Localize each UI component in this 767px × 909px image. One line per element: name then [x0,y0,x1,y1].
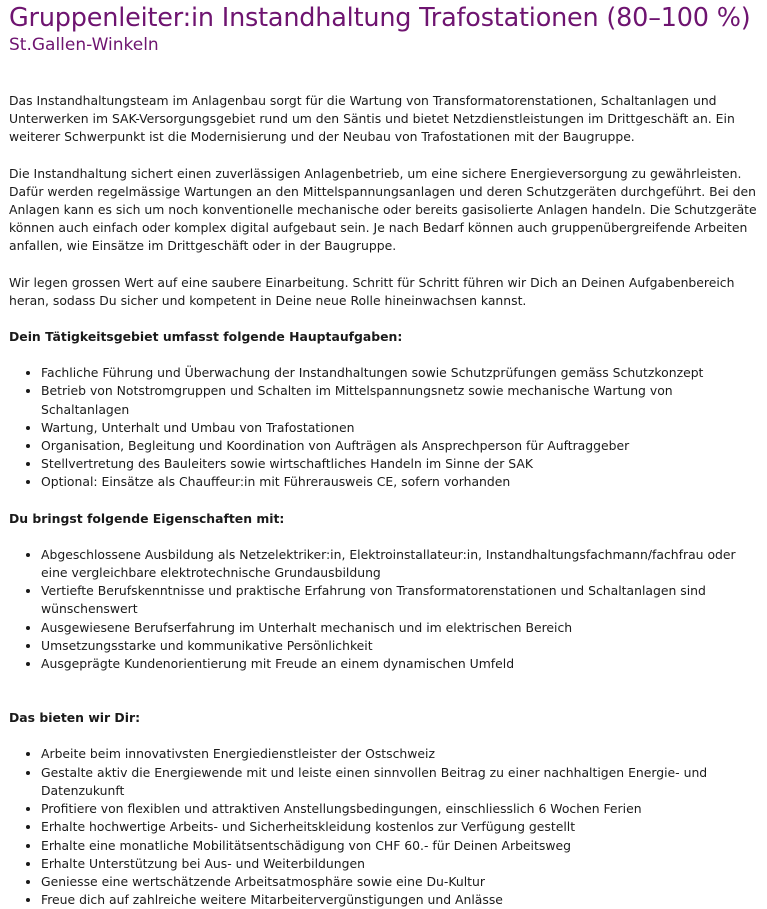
list-item: • Ausgewiesene Berufserfahrung im Unterhalt mechanisch und im elektrischen Bereich [41,619,759,637]
list-item: • Fachliche Führung und Überwachung der Instandhaltungen sowie Schutzprüfungen gemäss Schutzkonzept [41,364,759,382]
list-item: • Erhalte eine monatliche Mobilitätsentschädigung von CHF 60.- für Deinen Arbeitsweg [41,837,759,855]
list-item: • Optional: Einsätze als Chauffeur:in mit Führerausweis CE, sofern vorhanden [41,473,759,491]
offer-list [9,745,759,909]
list-item: • Freue dich auf zahlreiche weitere Mitarbeitervergünstigungen und Anlässe [41,891,759,909]
list-item: • Wartung, Unterhalt und Umbau von Trafostationen [41,419,759,437]
list-item: • Umsetzungsstarke und kommunikative Persönlichkeit [41,637,759,655]
list-item: • Abgeschlossene Ausbildung als Netzelektriker:in, Elektroinstallateur:in, Instandhaltungsfachmann/fachfrau oder eine vergleichbare elektrotechnische Grundausbildung [41,546,759,582]
list-item: • Betrieb von Notstromgruppen und Schalten im Mittelspannungsnetz sowie mechanische Wartung von Schaltanlagen [41,382,759,418]
intro-paragraph: Das Instandhaltungsteam im Anlagenbau sorgt für die Wartung von Transformatorenstationen, Schaltanlagen und Unterwerken im SAK-Versorgungsgebiet rund um den Säntis und bietet Netzdienstleistungen im Drittgeschäft an. Ein weiterer Schwerpunkt ist die Modernisierung und der Neubau von Trafostationen mit der Baugruppe. [9,93,735,145]
skills-list [9,546,759,673]
list-item: • Vertiefte Berufskenntnisse und praktische Erfahrung von Transformatorenstationen und Schaltanlagen sind wünschenswert [41,582,759,618]
tasks-list [9,364,759,491]
list-item: • Profitiere von flexiblen und attraktiven Anstellungsbedingungen, einschliesslich 6 Wochen Ferien [41,800,759,818]
job-location: St.Gallen-Winkeln [9,35,159,55]
skills-heading: Du bringst folgende Eigenschaften mit: [9,510,285,526]
list-item: • Gestalte aktiv die Energiewende mit und leiste einen sinnvollen Beitrag zu einer nachhaltigen Energie- und Datenzukunft [41,764,759,800]
list-item: • Erhalte Unterstützung bei Aus- und Weiterbildungen [41,855,759,873]
list-item: • Organisation, Begleitung und Koordination von Aufträgen als Ansprechperson für Auftraggeber [41,437,759,455]
list-item: • Ausgeprägte Kundenorientierung mit Freude an einem dynamischen Umfeld [41,655,759,673]
list-item: • Arbeite beim innovativsten Energiedienstleister der Ostschweiz [41,745,759,763]
job-title: Gruppenleiter:in Instandhaltung Trafostationen (80–100 %) [9,3,751,33]
onboarding-paragraph: Wir legen grossen Wert auf eine saubere Einarbeitung. Schritt für Schritt führen wir Dich an Deinen Aufgabenbereich heran, sodass Du sicher und kompetent in Deine neue Rolle hineinwachsen kannst. [9,274,735,308]
maintenance-paragraph: Die Instandhaltung sichert einen zuverlässigen Anlagenbetrieb, um eine sichere Energieversorgung zu gewährleisten. Dafür werden regelmässige Wartungen an den Mittelspannungsanlagen und deren Schutzgeräten durchgeführt. Bei den Anlagen kann es sich um noch konventionelle mechanische oder bereits gasisolierte Anlagen handeln. Die Schutzgeräte können auch einfach oder komplex digital aufgebaut sein. Je nach Bedarf können auch gruppenübergreifende Arbeiten anfallen, wie Einsätze im Drittgeschäft oder in der Baugruppe. [9,165,757,254]
tasks-heading: Dein Tätigkeitsgebiet umfasst folgende Hauptaufgaben: [9,329,403,345]
list-item: • Erhalte hochwertige Arbeits- und Sicherheitskleidung kostenlos zur Verfügung gestellt [41,818,759,836]
list-item: • Stellvertretung des Bauleiters sowie wirtschaftliches Handeln im Sinne der SAK [41,455,759,473]
offer-heading: Das bieten wir Dir: [9,710,141,726]
list-item: • Geniesse eine wertschätzende Arbeitsatmosphäre sowie eine Du-Kultur [41,873,759,891]
